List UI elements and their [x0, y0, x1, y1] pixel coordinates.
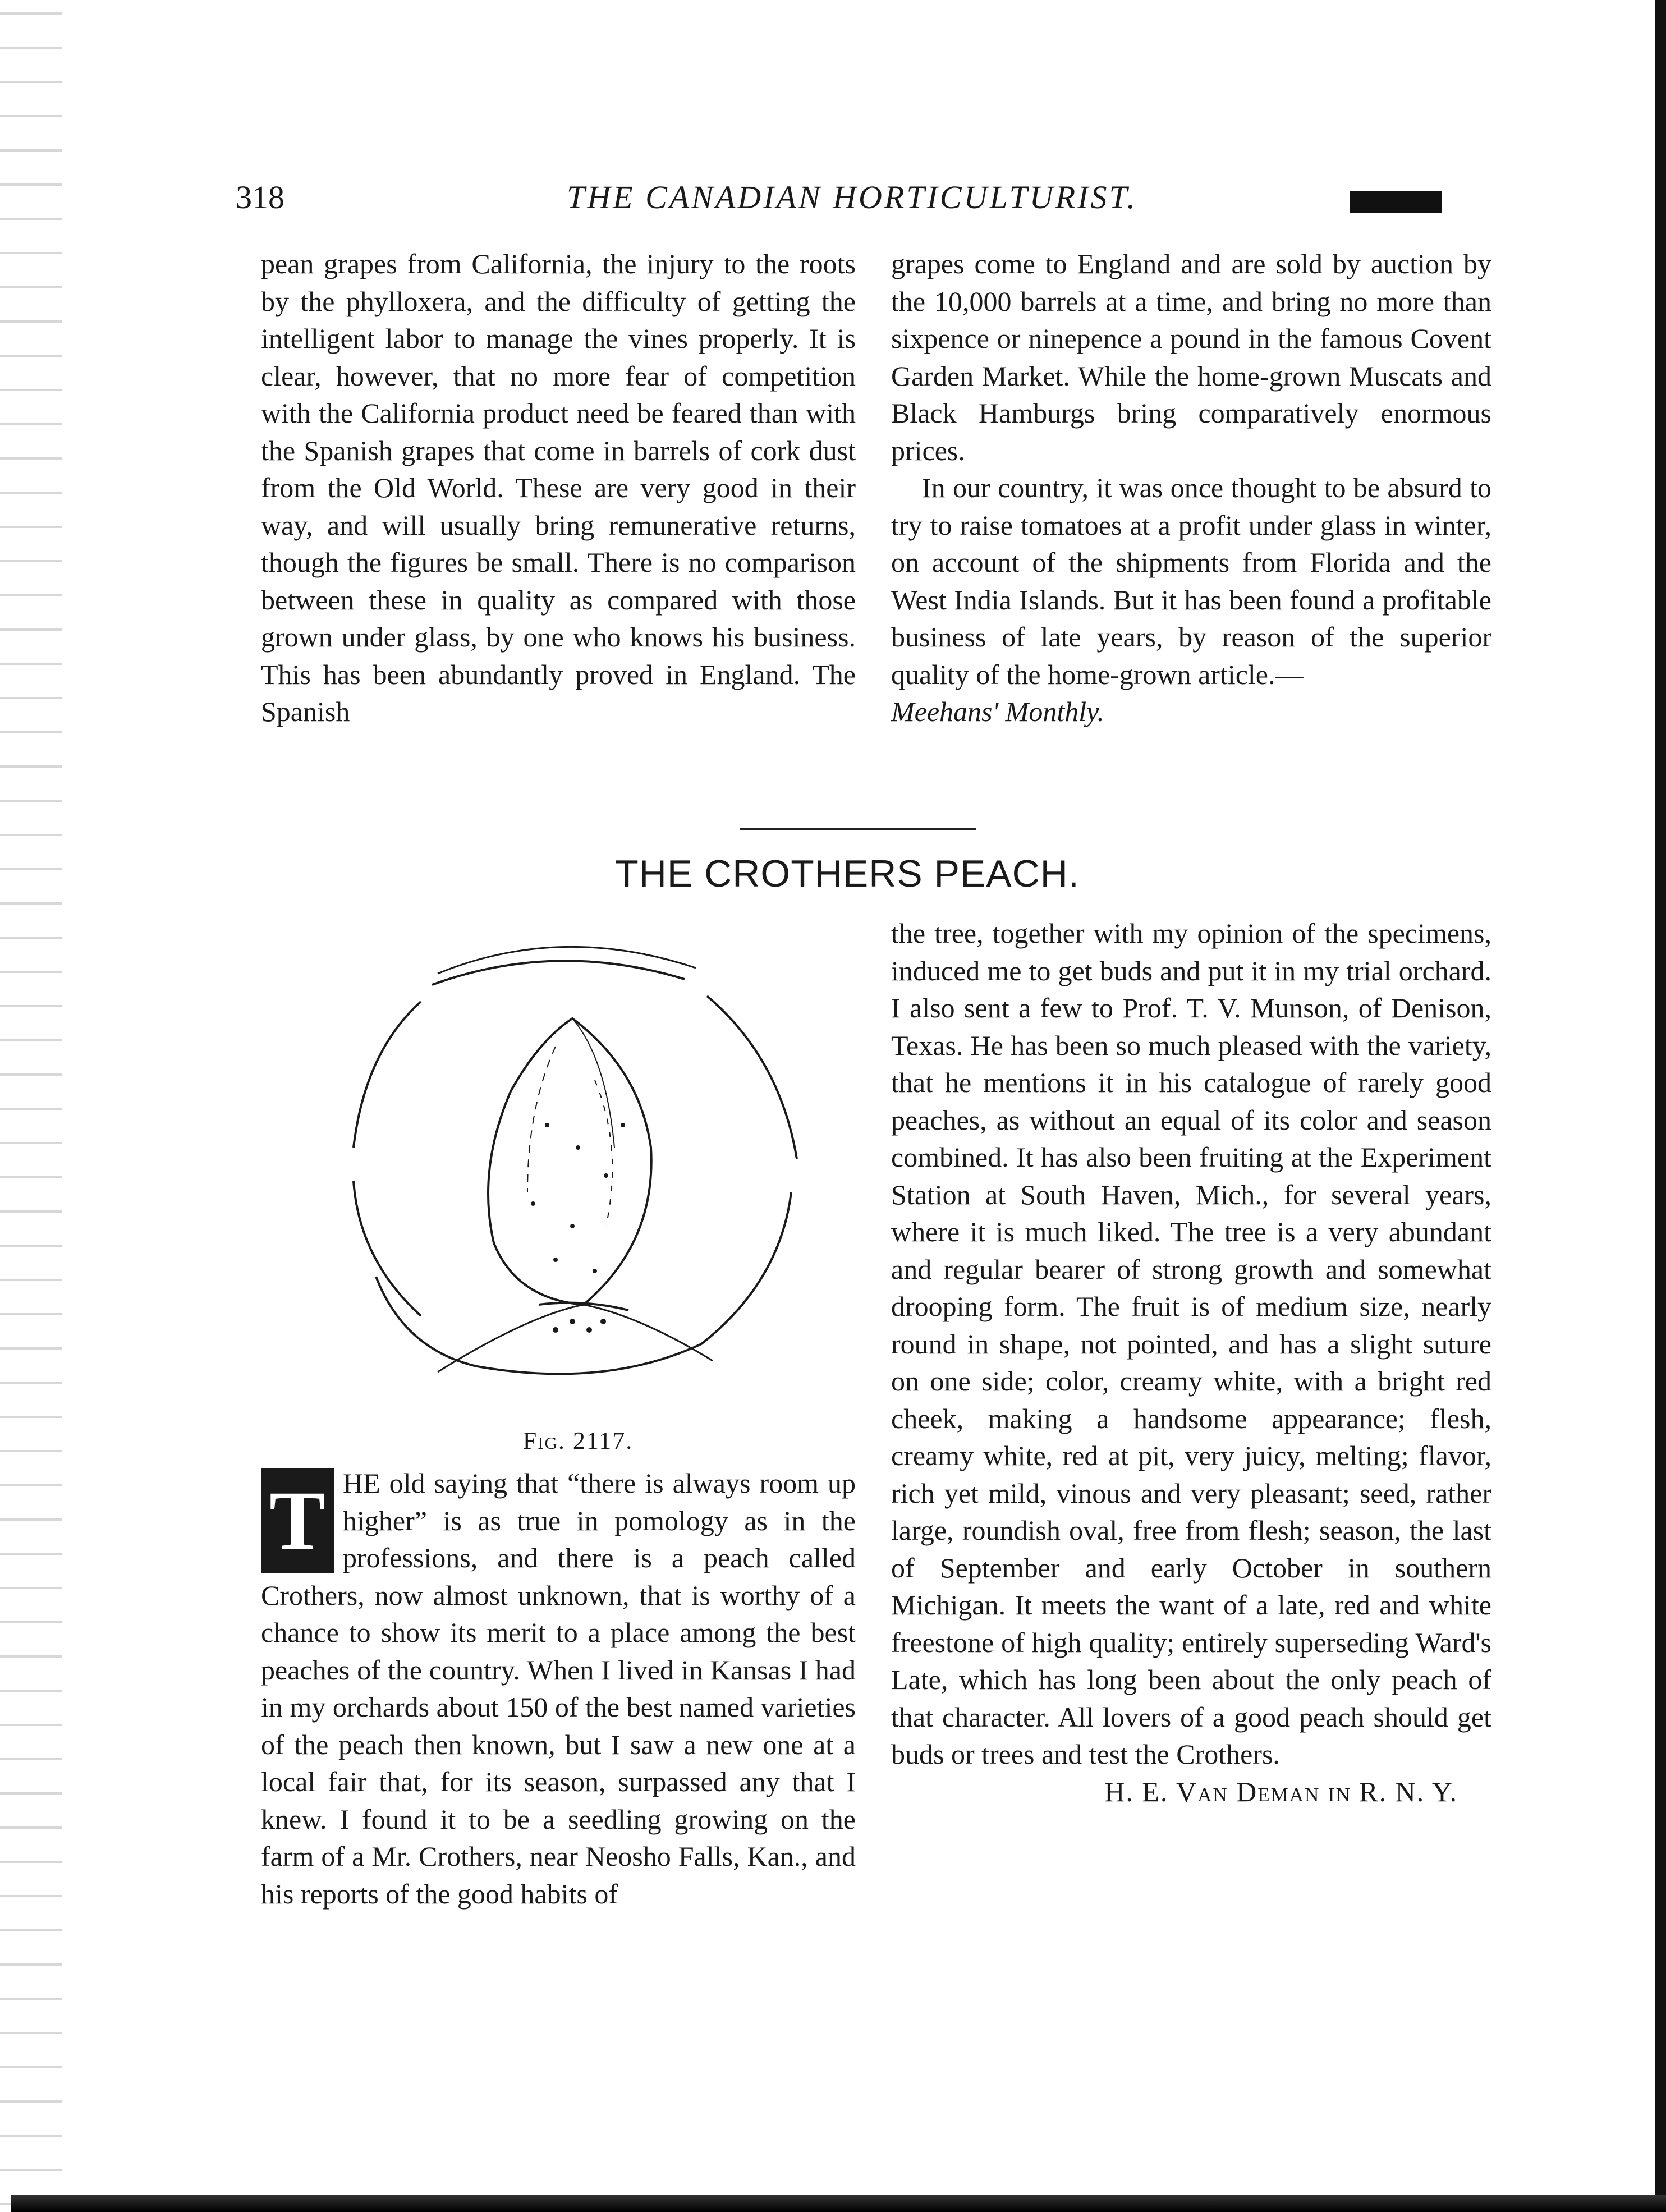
- section-divider: [740, 828, 976, 830]
- scan-edge-right: [1655, 0, 1666, 2212]
- peach-illustration: [292, 912, 864, 1417]
- article-title: THE CROTHERS PEACH.: [615, 852, 1080, 895]
- paragraph: [261, 1465, 856, 1912]
- paragraph: grapes come to England and are sold by auction by the 10,000 barrels at a time, and bring no more than sixpence or ninepence a pound in the famous Covent Garden Market. While the home-grown Muscats and Black Hamburgs bring comparatively enormous prices.: [891, 248, 1491, 466]
- column-right-top: [891, 245, 1491, 731]
- running-title: THE CANADIAN HORTICULTURIST.: [567, 179, 1137, 215]
- column-left-top: [261, 245, 856, 731]
- scan-edge-bottom: [11, 2195, 1666, 2212]
- peach-cross-section-drawing: [292, 912, 864, 1417]
- paragraph-text: In our country, it was once thought to be absurd to try to raise tomatoes at a profit under glass in winter, on account of the shipments from Florida and the West India Islands. But it has been found a profitable business of late years, by reason of the superior quality of the home-grown article.—: [891, 472, 1491, 690]
- drop-cap: T: [261, 1468, 334, 1573]
- paragraph-text: HE old saying that “there is always room up higher” is as true in pomology as in the professions, and there is a peach called Crothers, now almost unknown, that is worthy of a chance to show its merit to a place among the best peaches of the country. When I lived in Kansas I had in my orchards about 150 of the best named varieties of the peach then known, but I saw a new one at a local fair that, for its season, surpassed any that I knew. I found it to be a seedling growing on the farm of a Mr. Crothers, near Neosho Falls, Kan., and his reports of the good habits of: [261, 1467, 856, 1910]
- article-column-right: [891, 915, 1491, 1810]
- source-citation: Meehans' Monthly.: [891, 696, 1105, 727]
- paragraph: the tree, together with my opinion of the specimens, induced me to get buds and put it in my trial orchard. I also sent a few to Prof. T. V. Munson, of Denison, Texas. He has been so much pleased with the variety, that he mentions it in his catalogue of rarely good peaches, as without an equal of its color and season combined. It has also been fruiting at the Experiment Station at South Haven, Mich., for several years, where it is much liked. The tree is a very abundant and regular bearer of strong growth and somewhat drooping form. The fruit is of medium size, nearly round in shape, not pointed, and has a slight suture on one side; color, creamy white, with a bright red cheek, making a handsome appearance; flesh, creamy white, red at pit, very juicy, melting; flavor, rich yet mild, vinous and very pleasant; seed, rather large, roundish oval, free from flesh; season, the last of September and early October in southern Michigan. It meets the want of a late, red and white freestone of high quality; entirely superseding Ward's Late, which has long been about the only peach of that character. All lovers of a good peach should get buds or trees and test the Crothers.: [891, 917, 1491, 1770]
- figure-caption: Fig. 2117.: [522, 1427, 634, 1454]
- article-column-left: [261, 1465, 856, 1912]
- header-ornament: [1350, 191, 1442, 213]
- page-number: 318: [236, 179, 284, 215]
- page-header: [236, 178, 1442, 229]
- paragraph: pean grapes from California, the injury to the roots by the phylloxera, and the difficulty of getting the intelligent labor to manage the vines properly. It is clear, however, that no more fear of competition with the California product need be feared than with the Spanish grapes that come in barrels of cork dust from the Old World. These are very good in their way, and will usually bring remunerative returns, though the figures be small. There is no comparison between these in quality as compared with those grown under glass, by one who knows his business. This has been abundantly proved in England. The Spanish: [261, 248, 856, 727]
- scan-edge-left: [0, 0, 62, 2212]
- paragraph: [891, 469, 1491, 731]
- author-signature: H. E. Van Deman in R. N. Y.: [1104, 1775, 1458, 1807]
